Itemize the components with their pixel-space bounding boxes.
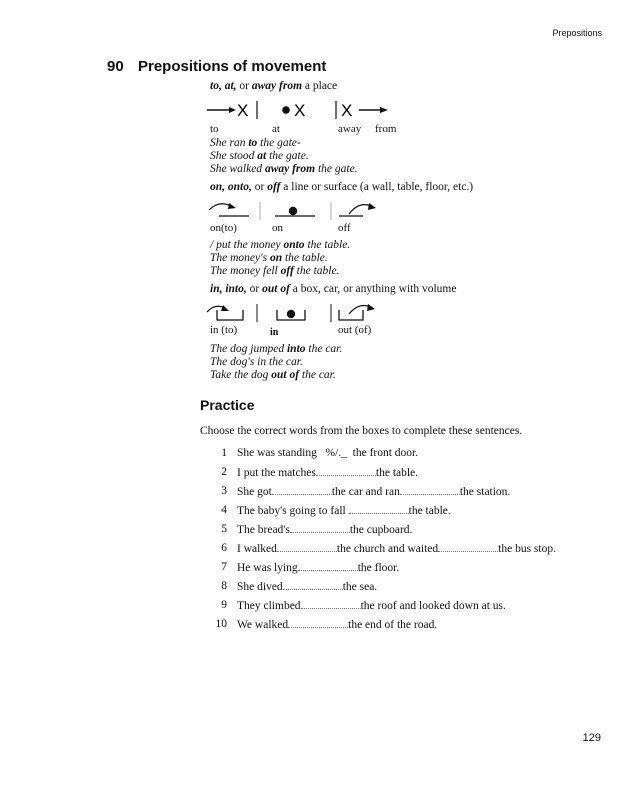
practice-item: 4 The baby's going to fall the table. xyxy=(221,504,451,517)
arrow-into-head xyxy=(221,305,229,311)
answer-blank[interactable] xyxy=(301,599,361,609)
practice-item: 7 He was lying the floor. xyxy=(221,561,400,574)
label-in: in xyxy=(270,327,279,338)
arrow-onto-head xyxy=(228,203,236,209)
answer-blank[interactable] xyxy=(272,485,332,495)
box-into xyxy=(217,310,243,320)
label-at: at xyxy=(272,123,280,135)
example-ran-to: She ran to the gate- xyxy=(210,137,301,149)
practice-item: 9 They climbed the roof and looked down at us. xyxy=(221,599,506,612)
practice-item: 5 The bread's the cupboard. xyxy=(221,523,413,536)
example-money-on: The money's on the table. xyxy=(210,252,328,264)
answer-blank[interactable] xyxy=(298,561,358,571)
point-x-1: X xyxy=(237,101,249,120)
answer-blank[interactable] xyxy=(283,580,343,590)
arrow-outof-head xyxy=(367,304,375,311)
practice-item: 8 She dived the sea. xyxy=(221,580,378,593)
practice-title: Practice xyxy=(200,397,255,413)
practice-item: 1 She was standing %/._ the front door. xyxy=(221,447,419,459)
block3-lead: in, into, or out of a box, car, or anything with volume xyxy=(210,283,457,295)
arrow-off-head xyxy=(368,203,376,210)
example-stood-at: She stood at the gate. xyxy=(210,150,309,162)
example-dog-in: The dog's in the car. xyxy=(210,356,303,368)
answer-blank[interactable] xyxy=(290,523,350,533)
block2-lead: on, onto, or off a line or surface (a wall, table, floor, etc.) xyxy=(210,181,474,193)
point-x-3: X xyxy=(341,101,353,120)
dot-at xyxy=(282,106,290,114)
running-header: Prepositions xyxy=(552,28,602,38)
label-off: off xyxy=(338,222,351,234)
unit-title: Prepositions of movement xyxy=(138,58,327,75)
practice-item: 6 I walked the church and waited the bus stop. xyxy=(221,542,556,555)
arrow-away-head xyxy=(380,107,388,113)
answer-blank[interactable] xyxy=(316,466,376,476)
answer-blank[interactable] xyxy=(349,504,409,514)
arc-off xyxy=(349,205,371,214)
dot-on xyxy=(289,207,297,215)
dot-in xyxy=(287,310,295,318)
answer-blank[interactable] xyxy=(400,485,460,495)
in-into-outof-diagram xyxy=(205,300,405,324)
label-from: from xyxy=(375,123,397,135)
unit-number: 90 xyxy=(107,58,124,75)
example-fell-off: The money fell off the table. xyxy=(210,265,340,277)
point-x-2: X xyxy=(294,101,306,120)
answer-blank[interactable] xyxy=(277,542,337,552)
example-walked-away: She walked away from the gate. xyxy=(210,163,358,175)
label-into: in (to) xyxy=(210,324,238,336)
answer-blank[interactable] xyxy=(438,542,498,552)
arc-onto xyxy=(209,204,231,210)
label-outof: out (of) xyxy=(338,324,372,336)
label-away: away xyxy=(338,123,362,135)
page-number: 129 xyxy=(582,732,601,744)
label-onto: on(to) xyxy=(210,222,237,234)
answer-blank[interactable] xyxy=(288,618,348,628)
practice-item: 10 We walked the end of the road. xyxy=(215,618,438,631)
arrow-to-head xyxy=(229,107,236,113)
on-onto-off-diagram xyxy=(205,198,405,222)
block1-lead: to, at, or away from a place xyxy=(210,80,338,92)
practice-instruction: Choose the correct words from the boxes to complete these sentences. xyxy=(200,425,523,437)
to-at-away-diagram xyxy=(205,98,405,122)
example-put-onto: / put the money onto the table. xyxy=(210,239,351,251)
example-jumped-into: The dog jumped into the car. xyxy=(210,343,343,355)
practice-item: 2 I put the matches the table. xyxy=(221,466,419,479)
practice-item: 3 She got the car and ran the station. xyxy=(221,485,511,498)
label-on: on xyxy=(272,222,283,234)
example-take-out: Take the dog out of the car. xyxy=(210,369,336,381)
label-to: to xyxy=(210,123,219,135)
